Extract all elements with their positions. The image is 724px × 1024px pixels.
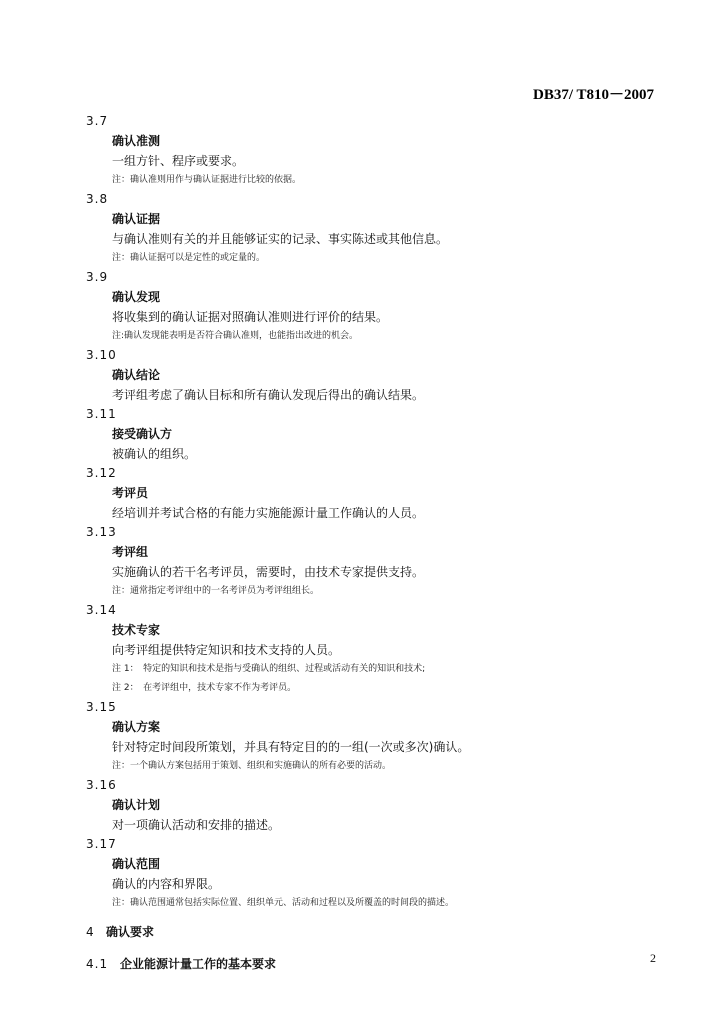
term-note: 注：通常指定考评组中的一名考评员为考评组组长。	[112, 586, 320, 596]
term-definition: 经培训并考试合格的有能力实施能源计量工作确认的人员。	[112, 506, 425, 520]
document-body	[86, 112, 666, 975]
term-note: 注：一个确认方案包括用于策划、组织和实施确认的所有必要的活动。	[112, 761, 392, 771]
standard-code: DB37/ T810－2007	[533, 87, 654, 103]
clause-number: 3.16	[86, 778, 117, 792]
term-note: 注 1： 特定的知识和技术是指与受确认的组织、过程或活动有关的知识和技术;	[112, 664, 426, 674]
term-title: 确认准测	[112, 134, 161, 148]
definition-entry	[86, 601, 666, 698]
term-definition: 向考评组提供特定知识和技术支持的人员。	[112, 643, 341, 657]
definition-entry	[86, 835, 666, 913]
definition-entry	[86, 346, 666, 405]
clause-number: 3.12	[86, 466, 117, 480]
term-definition: 确认的内容和界限。	[112, 877, 221, 891]
subsection-title: 企业能源计量工作的基本要求	[120, 957, 277, 971]
definition-entry	[86, 112, 666, 190]
term-title: 确认结论	[112, 368, 161, 382]
section-title: 确认要求	[106, 925, 155, 939]
term-definition: 考评组考虑了确认目标和所有确认发现后得出的确认结果。	[112, 388, 425, 402]
definition-entry	[86, 405, 666, 464]
definition-entry	[86, 523, 666, 601]
term-definition: 针对特定时间段所策划，并具有特定目的的一组(一次或多次)确认。	[112, 740, 470, 754]
term-definition: 被确认的组织。	[112, 447, 197, 461]
subsection-heading	[86, 953, 666, 975]
section-number: 4	[86, 925, 94, 939]
clause-number: 3.10	[86, 348, 117, 362]
term-title: 确认范围	[112, 857, 161, 871]
clause-number: 3.17	[86, 837, 117, 851]
term-note: 注：确认证据可以是定性的或定量的。	[112, 253, 266, 263]
clause-number: 3.8	[86, 192, 109, 206]
term-definition: 实施确认的若干名考评员，需要时，由技术专家提供支持。	[112, 565, 425, 579]
definition-list	[86, 112, 666, 913]
section-heading	[86, 921, 666, 943]
term-title: 确认证据	[112, 212, 161, 226]
term-title: 考评员	[112, 486, 149, 500]
term-note: 注:确认发现能表明是否符合确认准则，也能指出改进的机会。	[112, 331, 359, 341]
definition-entry	[86, 190, 666, 268]
clause-number: 3.11	[86, 407, 117, 421]
term-definition: 与确认准则有关的并且能够证实的记录、事实陈述或其他信息。	[112, 232, 449, 246]
term-title: 确认发现	[112, 290, 161, 304]
term-title: 考评组	[112, 545, 149, 559]
term-note: 注：确认准则用作与确认证据进行比较的依据。	[112, 175, 302, 185]
term-note: 注：确认范围通常包括实际位置、组织单元、活动和过程以及所覆盖的时间段的描述。	[112, 898, 455, 908]
clause-number: 3.9	[86, 270, 109, 284]
term-title: 确认方案	[112, 720, 161, 734]
clause-number: 3.14	[86, 603, 117, 617]
definition-entry	[86, 698, 666, 776]
page-number: 2	[650, 951, 656, 965]
term-title: 确认计划	[112, 798, 161, 812]
term-definition: 将收集到的确认证据对照确认准则进行评价的结果。	[112, 310, 389, 324]
term-definition: 对一项确认活动和安排的描述。	[112, 818, 281, 832]
definition-entry	[86, 464, 666, 523]
definition-entry	[86, 268, 666, 346]
subsection-number: 4.1	[86, 957, 109, 971]
term-title: 接受确认方	[112, 427, 173, 441]
clause-number: 3.7	[86, 114, 109, 128]
clause-number: 3.13	[86, 525, 117, 539]
clause-number: 3.15	[86, 700, 117, 714]
term-definition: 一组方针、程序或要求。	[112, 154, 245, 168]
term-title: 技术专家	[112, 623, 161, 637]
definition-entry	[86, 776, 666, 835]
term-note: 注 2： 在考评组中，技术专家不作为考评员。	[112, 683, 297, 693]
